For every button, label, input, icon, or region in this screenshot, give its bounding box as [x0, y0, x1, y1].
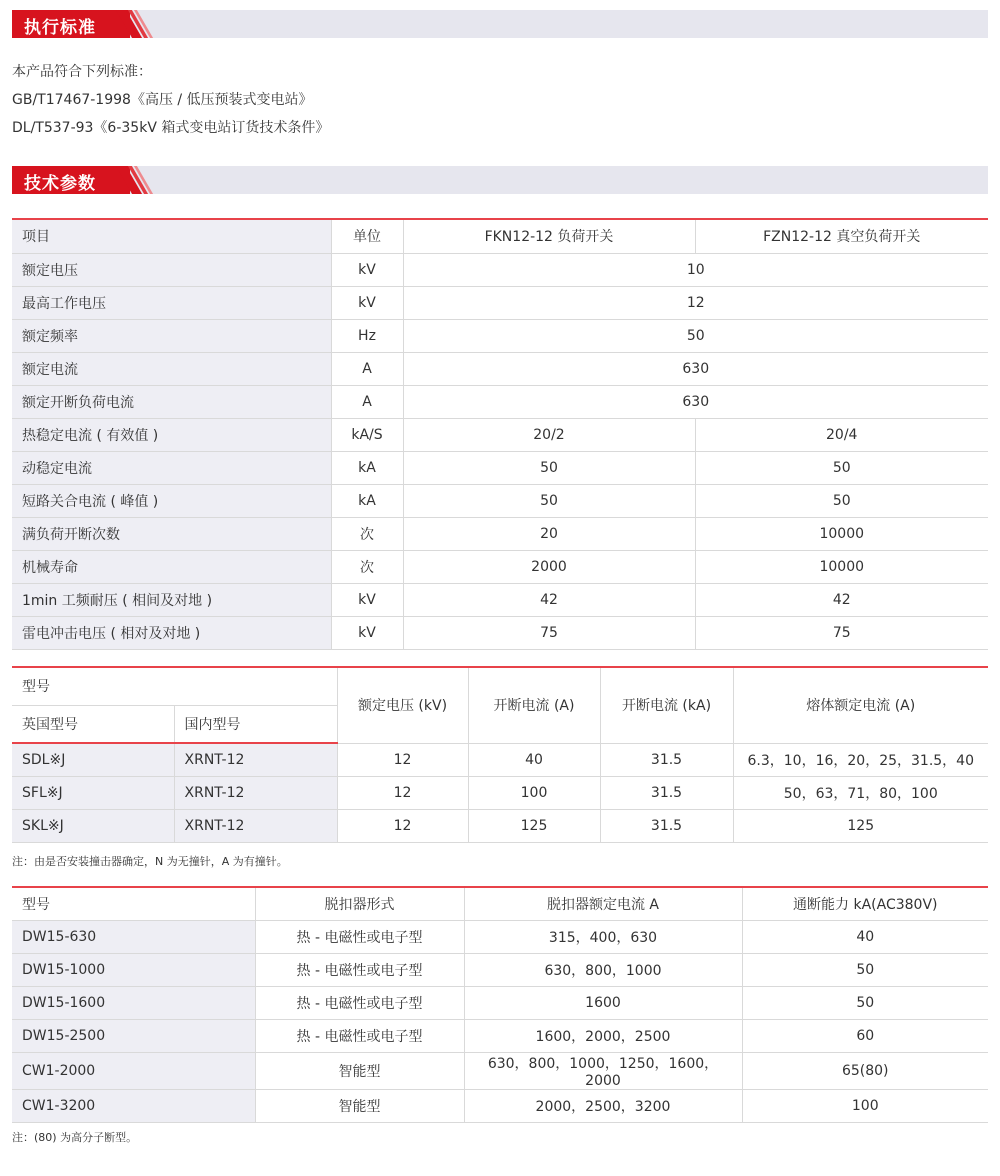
voltage-cell: 12 [337, 809, 468, 842]
unit-cell: kV [331, 253, 403, 286]
section-header-tech-params [12, 166, 988, 194]
value-cell-fzn: 75 [695, 616, 988, 649]
header-cell: 通断能力 kA(AC380V) [742, 887, 988, 920]
table-row [12, 920, 988, 953]
switch-params-table [12, 218, 988, 650]
section-title: 技术参数 [24, 174, 96, 194]
value-cell: 12 [403, 286, 988, 319]
unit-cell: kA [331, 451, 403, 484]
item-cell: 最高工作电压 [12, 286, 331, 319]
item-cell: 额定开断负荷电流 [12, 385, 331, 418]
fuse-cell: 125 [733, 809, 988, 842]
table-row [12, 743, 988, 776]
item-cell: 热稳定电流 ( 有效值 ) [12, 418, 331, 451]
value-cell-fkn: 50 [403, 484, 695, 517]
model-cell: DW15-2500 [12, 1019, 255, 1052]
uk-model-cell: SFL※J [12, 776, 174, 809]
breaker-table [12, 886, 988, 1123]
trip-current-cell: 630，800，1000 [464, 953, 742, 986]
break-ka-cell: 31.5 [600, 776, 733, 809]
trip-current-cell: 315，400，630 [464, 920, 742, 953]
table-header-row [12, 667, 988, 705]
model-cell: DW15-630 [12, 920, 255, 953]
value-cell-fkn: 20 [403, 517, 695, 550]
header-cell-model: 型号 [12, 667, 337, 705]
section-header-standards [12, 10, 988, 38]
capacity-cell: 100 [742, 1089, 988, 1122]
header-cell: 脱扣器形式 [255, 887, 464, 920]
table-row [12, 986, 988, 1019]
fuse-table [12, 666, 988, 843]
trip-type-cell: 热 - 电磁性或电子型 [255, 1019, 464, 1052]
unit-cell: kV [331, 583, 403, 616]
trip-type-cell: 热 - 电磁性或电子型 [255, 953, 464, 986]
voltage-cell: 12 [337, 743, 468, 776]
unit-cell: kV [331, 286, 403, 319]
trip-current-cell: 1600，2000，2500 [464, 1019, 742, 1052]
trip-current-cell: 1600 [464, 986, 742, 1019]
header-cell: FKN12-12 负荷开关 [403, 219, 695, 253]
table-row [12, 1089, 988, 1122]
intro-line: 本产品符合下列标准： [12, 64, 152, 80]
value-cell-fkn: 2000 [403, 550, 695, 583]
item-cell: 额定电压 [12, 253, 331, 286]
value-cell-fzn: 50 [695, 451, 988, 484]
model-cell: DW15-1000 [12, 953, 255, 986]
break-a-cell: 40 [468, 743, 600, 776]
header-cell: 熔体额定电流 (A) [733, 667, 988, 743]
standards-intro [12, 58, 329, 142]
unit-cell: kV [331, 616, 403, 649]
item-cell: 满负荷开断次数 [12, 517, 331, 550]
capacity-cell: 60 [742, 1019, 988, 1052]
break-a-cell: 100 [468, 776, 600, 809]
value-cell: 630 [403, 385, 988, 418]
trip-type-cell: 智能型 [255, 1089, 464, 1122]
value-cell: 50 [403, 319, 988, 352]
table-row [12, 418, 988, 451]
break-a-cell: 125 [468, 809, 600, 842]
table-row [12, 1019, 988, 1052]
table-header-row [12, 219, 988, 253]
trip-current-cell: 630，800，1000，1250，1600，2000 [464, 1052, 742, 1089]
item-cell: 1min 工频耐压 ( 相间及对地 ) [12, 583, 331, 616]
value-cell-fkn: 50 [403, 451, 695, 484]
value-cell: 10 [403, 253, 988, 286]
table-row [12, 953, 988, 986]
table-row [12, 352, 988, 385]
trip-type-cell: 智能型 [255, 1052, 464, 1089]
capacity-cell: 40 [742, 920, 988, 953]
table-row [12, 385, 988, 418]
value-cell-fzn: 10000 [695, 550, 988, 583]
cn-model-cell: XRNT-12 [174, 776, 337, 809]
fuse-cell: 50，63，71，80，100 [733, 776, 988, 809]
item-cell: 额定电流 [12, 352, 331, 385]
unit-cell: Hz [331, 319, 403, 352]
intro-line: GB/T17467-1998《高压 / 低压预装式变电站》 [12, 92, 313, 108]
table-row [12, 583, 988, 616]
break-ka-cell: 31.5 [600, 809, 733, 842]
header-cell: 单位 [331, 219, 403, 253]
header-cell: 项目 [12, 219, 331, 253]
break-ka-cell: 31.5 [600, 743, 733, 776]
fuse-table-note: 注：由是否安装撞击器确定，N 为无撞针，A 为有撞针。 [12, 855, 288, 868]
table-row [12, 1052, 988, 1089]
capacity-cell: 50 [742, 953, 988, 986]
table-row [12, 319, 988, 352]
value-cell-fkn: 20/2 [403, 418, 695, 451]
intro-line: DL/T537-93《6-35kV 箱式变电站订货技术条件》 [12, 120, 330, 136]
item-cell: 机械寿命 [12, 550, 331, 583]
breaker-table-note: 注：(80) 为高分子断型。 [12, 1131, 138, 1144]
header-cell: 开断电流 (kA) [600, 667, 733, 743]
header-cell: FZN12-12 真空负荷开关 [695, 219, 988, 253]
value-cell: 630 [403, 352, 988, 385]
model-cell: DW15-1600 [12, 986, 255, 1019]
item-cell: 短路关合电流 ( 峰值 ) [12, 484, 331, 517]
cn-model-cell: XRNT-12 [174, 743, 337, 776]
header-cell: 型号 [12, 887, 255, 920]
model-cell: CW1-2000 [12, 1052, 255, 1089]
trip-current-cell: 2000，2500，3200 [464, 1089, 742, 1122]
table-row [12, 550, 988, 583]
header-cell: 额定电压 (kV) [337, 667, 468, 743]
table-row [12, 286, 988, 319]
unit-cell: kA [331, 484, 403, 517]
capacity-cell: 65(80) [742, 1052, 988, 1089]
item-cell: 动稳定电流 [12, 451, 331, 484]
unit-cell: 次 [331, 517, 403, 550]
value-cell-fzn: 10000 [695, 517, 988, 550]
header-cell: 脱扣器额定电流 A [464, 887, 742, 920]
value-cell-fzn: 42 [695, 583, 988, 616]
table-row [12, 616, 988, 649]
trip-type-cell: 热 - 电磁性或电子型 [255, 986, 464, 1019]
unit-cell: 次 [331, 550, 403, 583]
header-cell: 开断电流 (A) [468, 667, 600, 743]
unit-cell: A [331, 352, 403, 385]
value-cell-fzn: 50 [695, 484, 988, 517]
item-cell: 雷电冲击电压 ( 相对及对地 ) [12, 616, 331, 649]
unit-cell: A [331, 385, 403, 418]
table-row [12, 253, 988, 286]
model-cell: CW1-3200 [12, 1089, 255, 1122]
table-row [12, 517, 988, 550]
header-cell-uk: 英国型号 [12, 705, 174, 743]
section-title: 执行标准 [24, 18, 96, 38]
value-cell-fkn: 75 [403, 616, 695, 649]
unit-cell: kA/S [331, 418, 403, 451]
cn-model-cell: XRNT-12 [174, 809, 337, 842]
table-row [12, 809, 988, 842]
trip-type-cell: 热 - 电磁性或电子型 [255, 920, 464, 953]
table-row [12, 451, 988, 484]
item-cell: 额定频率 [12, 319, 331, 352]
uk-model-cell: SDL※J [12, 743, 174, 776]
fuse-cell: 6.3，10，16，20，25，31.5，40 [733, 743, 988, 776]
uk-model-cell: SKL※J [12, 809, 174, 842]
table-row [12, 776, 988, 809]
capacity-cell: 50 [742, 986, 988, 1019]
value-cell-fzn: 20/4 [695, 418, 988, 451]
voltage-cell: 12 [337, 776, 468, 809]
table-header-row [12, 887, 988, 920]
header-cell-cn: 国内型号 [174, 705, 337, 743]
table-row [12, 484, 988, 517]
value-cell-fkn: 42 [403, 583, 695, 616]
